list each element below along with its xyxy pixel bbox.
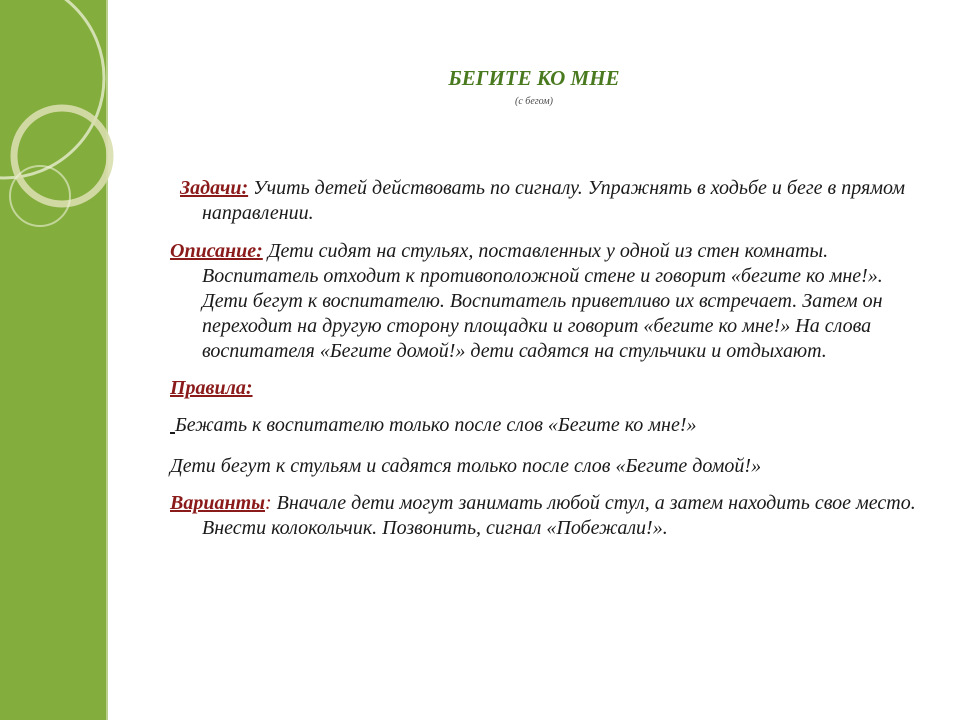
page-title: БЕГИТЕ КО МНЕ <box>448 66 620 90</box>
description-paragraph <box>170 239 926 364</box>
description-text: Дети сидят на стульях, поставленных у одной из стен комнаты. Воспитатель отходит к противоположной стене и говорит «бегите ко мне!». Дети бегут к воспитателю. Воспитатель приветливо их встречает. Затем он переходит на другую сторону площадки и говорит «бегите ко мне!» На слова воспитателя «Бегите домой!» дети садятся на стульчики и отдыхают. <box>202 240 883 362</box>
game-description-body <box>170 176 926 541</box>
variants-text: Вначале дети могут занимать любой стул, а затем находить свое место. Внести колокольчик. Позвонить, сигнал «Побежали!». <box>202 492 916 539</box>
tasks-label: Задачи: <box>180 177 249 199</box>
rules-item-text: Бежать к воспитателю только после слов «Бегите ко мне!» <box>175 414 697 436</box>
tasks-text: Учить детей действовать по сигналу. Упражнять в ходьбе и беге в прямом направлении. <box>202 177 906 224</box>
tasks-paragraph <box>170 176 926 226</box>
rules-item-text: Дети бегут к стульям и садятся только после слов «Бегите домой!» <box>170 455 762 477</box>
page-subtitle: (с бегом) <box>515 96 553 107</box>
rules-item <box>170 413 926 438</box>
rules-item <box>170 454 926 479</box>
variants-label: Варианты <box>170 492 265 514</box>
rules-heading-paragraph <box>170 376 926 401</box>
rules-label: Правила: <box>170 377 253 399</box>
medium-ring <box>14 108 110 204</box>
description-label: Описание: <box>170 240 263 262</box>
variants-paragraph <box>170 491 926 541</box>
variants-colon: : <box>265 492 272 514</box>
